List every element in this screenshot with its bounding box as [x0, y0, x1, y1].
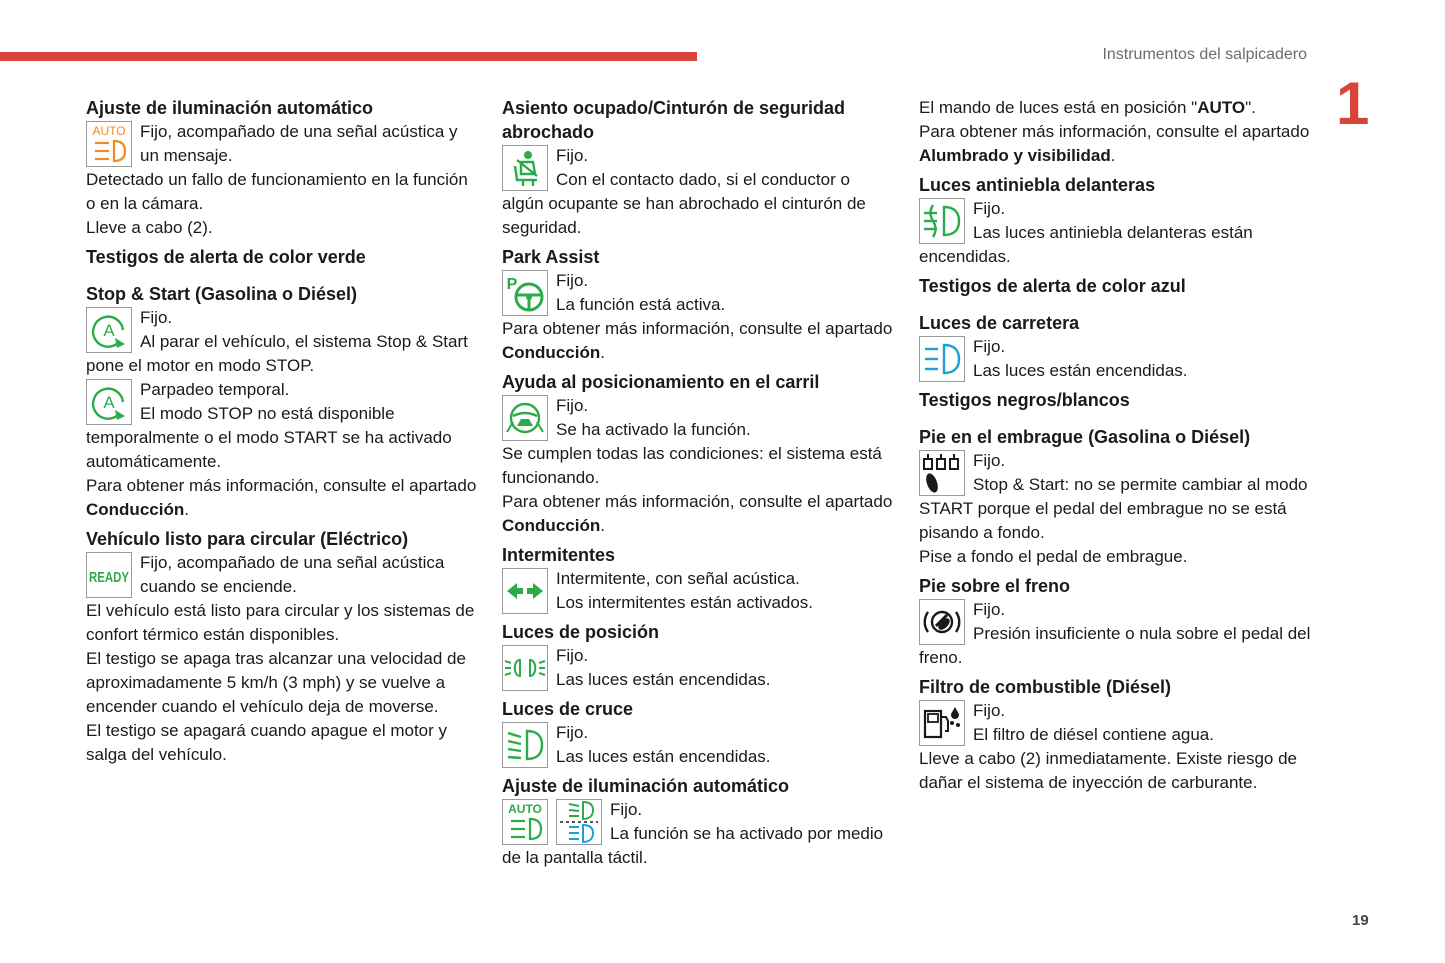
- ready-title: Vehículo listo para circular (Eléctrico): [86, 529, 409, 549]
- header-accent-bar: [0, 52, 697, 61]
- seatbelt-text: Con el contacto dado, si el conductor o algún ocupante se han abrochado el cinturón de seguridad.: [502, 170, 866, 237]
- auto-text: AUTO: [92, 124, 126, 138]
- dipped-line1: Las luces están encendidas.: [556, 747, 771, 766]
- green-warnings-heading: Testigos de alerta de color verde: [86, 247, 366, 267]
- auto-light-line1: Fijo, acompañado de una señal acústica y un mensaje.: [140, 122, 458, 165]
- main-beam-title: Luces de carretera: [919, 313, 1080, 333]
- lane-line2: Se cumplen todas las condiciones: el sistema está funcionando.: [502, 444, 882, 487]
- foot-on-clutch-icon: [919, 450, 965, 496]
- blue-warnings-heading: Testigos de alerta de color azul: [919, 276, 1186, 296]
- auto-headlight-green-icon: [502, 799, 548, 845]
- brake-line1: Presión insuficiente o nula sobre el pedal del freno.: [919, 624, 1311, 667]
- front-fog-green-icon: [919, 198, 965, 244]
- main-beam-line1: Las luces están encendidas.: [973, 361, 1188, 380]
- stop-start-blink-label: Parpadeo temporal.: [140, 380, 290, 399]
- auto-intro-more-info: Para obtener más información, consulte el apartado Alumbrado y visibilidad.: [919, 122, 1310, 165]
- ready-line3: El testigo se apaga tras alcanzar una velocidad de aproximadamente 5 km/h (3 mph) y se vuelve a encender cuando el vehículo deja de moverse.: [86, 649, 466, 716]
- position-lights-title: Luces de posición: [502, 622, 660, 642]
- lane-more-info: Para obtener más información, consulte el apartado Conducción.: [502, 492, 893, 535]
- lane-positioning-green-icon: [502, 395, 548, 441]
- seatbelt-green-icon: [502, 145, 548, 191]
- indicators-line2: Los intermitentes están activados.: [556, 593, 814, 612]
- park-assist-fixed-label: Fijo.: [556, 271, 589, 290]
- park-assist-line1: La función está activa.: [556, 295, 726, 314]
- auto-high-beam-icon: [556, 799, 602, 845]
- column-3: [919, 96, 1311, 795]
- column-2: [502, 96, 894, 870]
- seatbelt-fixed-label: Fijo.: [556, 146, 589, 165]
- auto-intro-line1: El mando de luces está en posición "AUTO".: [919, 98, 1256, 117]
- auto-light-green-title: Ajuste de iluminación automático: [502, 776, 790, 796]
- clutch-line1: Stop & Start: no se permite cambiar al modo START porque el pedal del embrague no se está pisando a fondo.: [919, 475, 1308, 542]
- svg-text:A: A: [103, 393, 115, 412]
- column-1: [86, 96, 478, 767]
- indicators-line1: Intermitente, con señal acústica.: [556, 569, 800, 588]
- stop-start-green-icon: [86, 379, 132, 425]
- brake-title: Pie sobre el freno: [919, 576, 1071, 596]
- stop-start-blink-text: El modo STOP no está disponible temporalmente o el modo START se ha activado automáticamente.: [86, 404, 452, 471]
- water-in-diesel-icon: [919, 700, 965, 746]
- svg-text:A: A: [103, 321, 115, 340]
- position-line1: Las luces están encendidas.: [556, 670, 771, 689]
- ready-line2: El vehículo está listo para circular y los sistemas de confort térmico están disponibles.: [86, 601, 475, 644]
- page-number: 19: [1352, 912, 1369, 929]
- position-fixed-label: Fijo.: [556, 646, 589, 665]
- main-beam-blue-icon: [919, 336, 965, 382]
- clutch-title: Pie en el embrague (Gasolina o Diésel): [919, 427, 1251, 447]
- brake-fixed-label: Fijo.: [973, 600, 1006, 619]
- stop-start-fixed-text: Al parar el vehículo, el sistema Stop & Start pone el motor en modo STOP.: [86, 332, 468, 375]
- auto-light-green-fixed-label: Fijo.: [610, 800, 643, 819]
- stop-start-fixed-label: Fijo.: [140, 308, 173, 327]
- lane-title: Ayuda al posicionamiento en el carril: [502, 372, 820, 392]
- ready-line1: Fijo, acompañado de una señal acústica cuando se enciende.: [140, 553, 445, 596]
- stop-start-more-info: Para obtener más información, consulte el apartado Conducción.: [86, 476, 477, 519]
- park-assist-more-info: Para obtener más información, consulte el apartado Conducción.: [502, 319, 893, 362]
- turn-indicators-green-icon: [502, 568, 548, 614]
- seatbelt-title: Asiento ocupado/Cinturón de seguridad abrochado: [502, 98, 846, 142]
- auto-light-line3: Lleve a cabo (2).: [86, 218, 213, 237]
- bw-warnings-heading: Testigos negros/blancos: [919, 390, 1130, 410]
- fuel-filter-fixed-label: Fijo.: [973, 701, 1006, 720]
- front-fog-line1: Las luces antiniebla delanteras están encendidas.: [919, 223, 1253, 266]
- lane-fixed-label: Fijo.: [556, 396, 589, 415]
- auto-light-title: Ajuste de iluminación automático: [86, 98, 374, 118]
- front-fog-fixed-label: Fijo.: [973, 199, 1006, 218]
- ready-line4: El testigo se apagará cuando apague el motor y salga del vehículo.: [86, 721, 448, 764]
- fuel-filter-line2: Lleve a cabo (2) inmediatamente. Existe riesgo de dañar el sistema de inyección de carburante.: [919, 749, 1297, 792]
- auto-light-line2: Detectado un fallo de funcionamiento en la función o en la cámara.: [86, 170, 468, 213]
- fuel-filter-line1: El filtro de diésel contiene agua.: [973, 725, 1214, 744]
- main-beam-fixed-label: Fijo.: [973, 337, 1006, 356]
- section-title: Instrumentos del salpicadero: [1102, 46, 1307, 63]
- indicators-title: Intermitentes: [502, 545, 616, 565]
- position-lights-green-icon: [502, 645, 548, 691]
- stop-start-green-icon: [86, 307, 132, 353]
- fuel-filter-title: Filtro de combustible (Diésel): [919, 677, 1172, 697]
- clutch-line2: Pise a fondo el pedal de embrague.: [919, 547, 1188, 566]
- stop-start-title: Stop & Start (Gasolina o Diésel): [86, 284, 358, 304]
- svg-text:READY: READY: [89, 569, 129, 586]
- front-fog-title: Luces antiniebla delanteras: [919, 175, 1156, 195]
- foot-on-brake-icon: [919, 599, 965, 645]
- svg-text:P: P: [506, 276, 518, 293]
- ready-green-icon: [86, 552, 132, 598]
- dipped-fixed-label: Fijo.: [556, 723, 589, 742]
- svg-text:AUTO: AUTO: [508, 802, 542, 816]
- auto-light-green-line1: La función se ha activado por medio de la pantalla táctil.: [502, 824, 884, 867]
- park-assist-title: Park Assist: [502, 247, 600, 267]
- lane-line1: Se ha activado la función.: [556, 420, 751, 439]
- park-assist-green-icon: [502, 270, 548, 316]
- dipped-beam-green-icon: [502, 722, 548, 768]
- chapter-number: 1: [1336, 70, 1370, 137]
- dipped-title: Luces de cruce: [502, 699, 634, 719]
- auto-headlight-orange-icon: [86, 121, 132, 167]
- clutch-fixed-label: Fijo.: [973, 451, 1006, 470]
